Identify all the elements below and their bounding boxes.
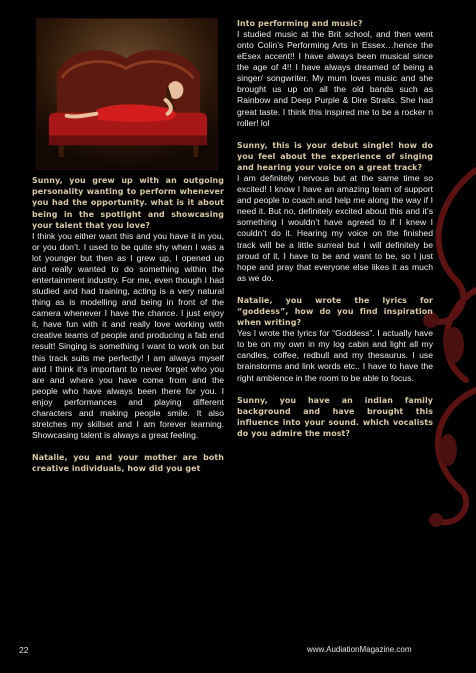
page-number: 22 (19, 645, 29, 655)
question-2-continued: Into performing and music? (237, 19, 363, 28)
article-column-right (237, 18, 433, 439)
magazine-url[interactable]: www.AudiationMagazine.com (307, 645, 412, 654)
answer-1: I think you either want this and you have it in you, or you don’t. I used to be quite shy when I was a lot younger but then as I grew up, I opened up and really wanted to do something within the entertainment industry. For me, even though I had studied and had training, acting is a very natural thing as is modelling and being in front of the camera whenever I have the chance. I just enjoy it, have fun with it and really love working with creative teams of people and producing a fab end result! Singing is something I want to work on but this track suits me perfectly! I am always myself and I think it’s important to never forget who you are and where you have come from and the people who have always been there for you. I enjoy performances and playing different characters and making people smile. It also stretches my skillset and I am forever learning. Showcasing talent is always a great feeling. (32, 231, 224, 440)
question-4: Natalie, you wrote the lyrics for “goddess”, how do you find inspiration when writing? (237, 295, 433, 328)
answer-3: I am definitely nervous but at the same time so excited! I know I have an amazing team of support and people to coach and help me along the way if I need it. But no, definitely excited about this and it’s something I wouldn’t have agreed to if I knew I couldn’t do it. Hearing my voice on the finished track will be a little surreal but I will definitely be proud of it, I have to be and want to be, so I just hope and pray that everyone else likes it as much as we do. (237, 173, 433, 283)
feature-photo (36, 18, 218, 170)
question-1: Sunny, you grew up with an outgoing personality wanting to perform whenever you had the opportunity. what is it about being in the spotlight and showcasing your talent that you love? (32, 176, 224, 230)
question-2: Natalie, you and your mother are both creative individuals, how did you get (32, 452, 224, 474)
woman-on-sofa-image (37, 19, 217, 169)
answer-2: I studied music at the Brit school, and then went onto Colin’s Performing Arts in Essex…hence the eEsex accent!! I have always been musical since the age of 4!! I have always dreamed of being a singer/ songwriter. My mum loves music and she brought us up on all the old bands such as Rainbow and Deep Purple & Dire Straits. She had great taste. I think this inspired me to be a rocker n roller! lol (237, 29, 433, 128)
answer-4: Yes I wrote the lyrics for “Goddess”. I actually have to be on my own in my log cabin and light all my candles, coffee, redbull and my thesaurus. I use brainstorms and link words etc.. I have to have the right ambience in the room to be able to focus. (237, 328, 433, 383)
question-3: Sunny, this is your debut single! how do you feel about the experience of singing and hearing your voice on a great track? (237, 140, 433, 173)
question-5: Sunny, you have an indian family background and have brought this influence into your sound. which vocalists do you admire the most? (237, 395, 433, 439)
article-column-left (32, 175, 224, 474)
